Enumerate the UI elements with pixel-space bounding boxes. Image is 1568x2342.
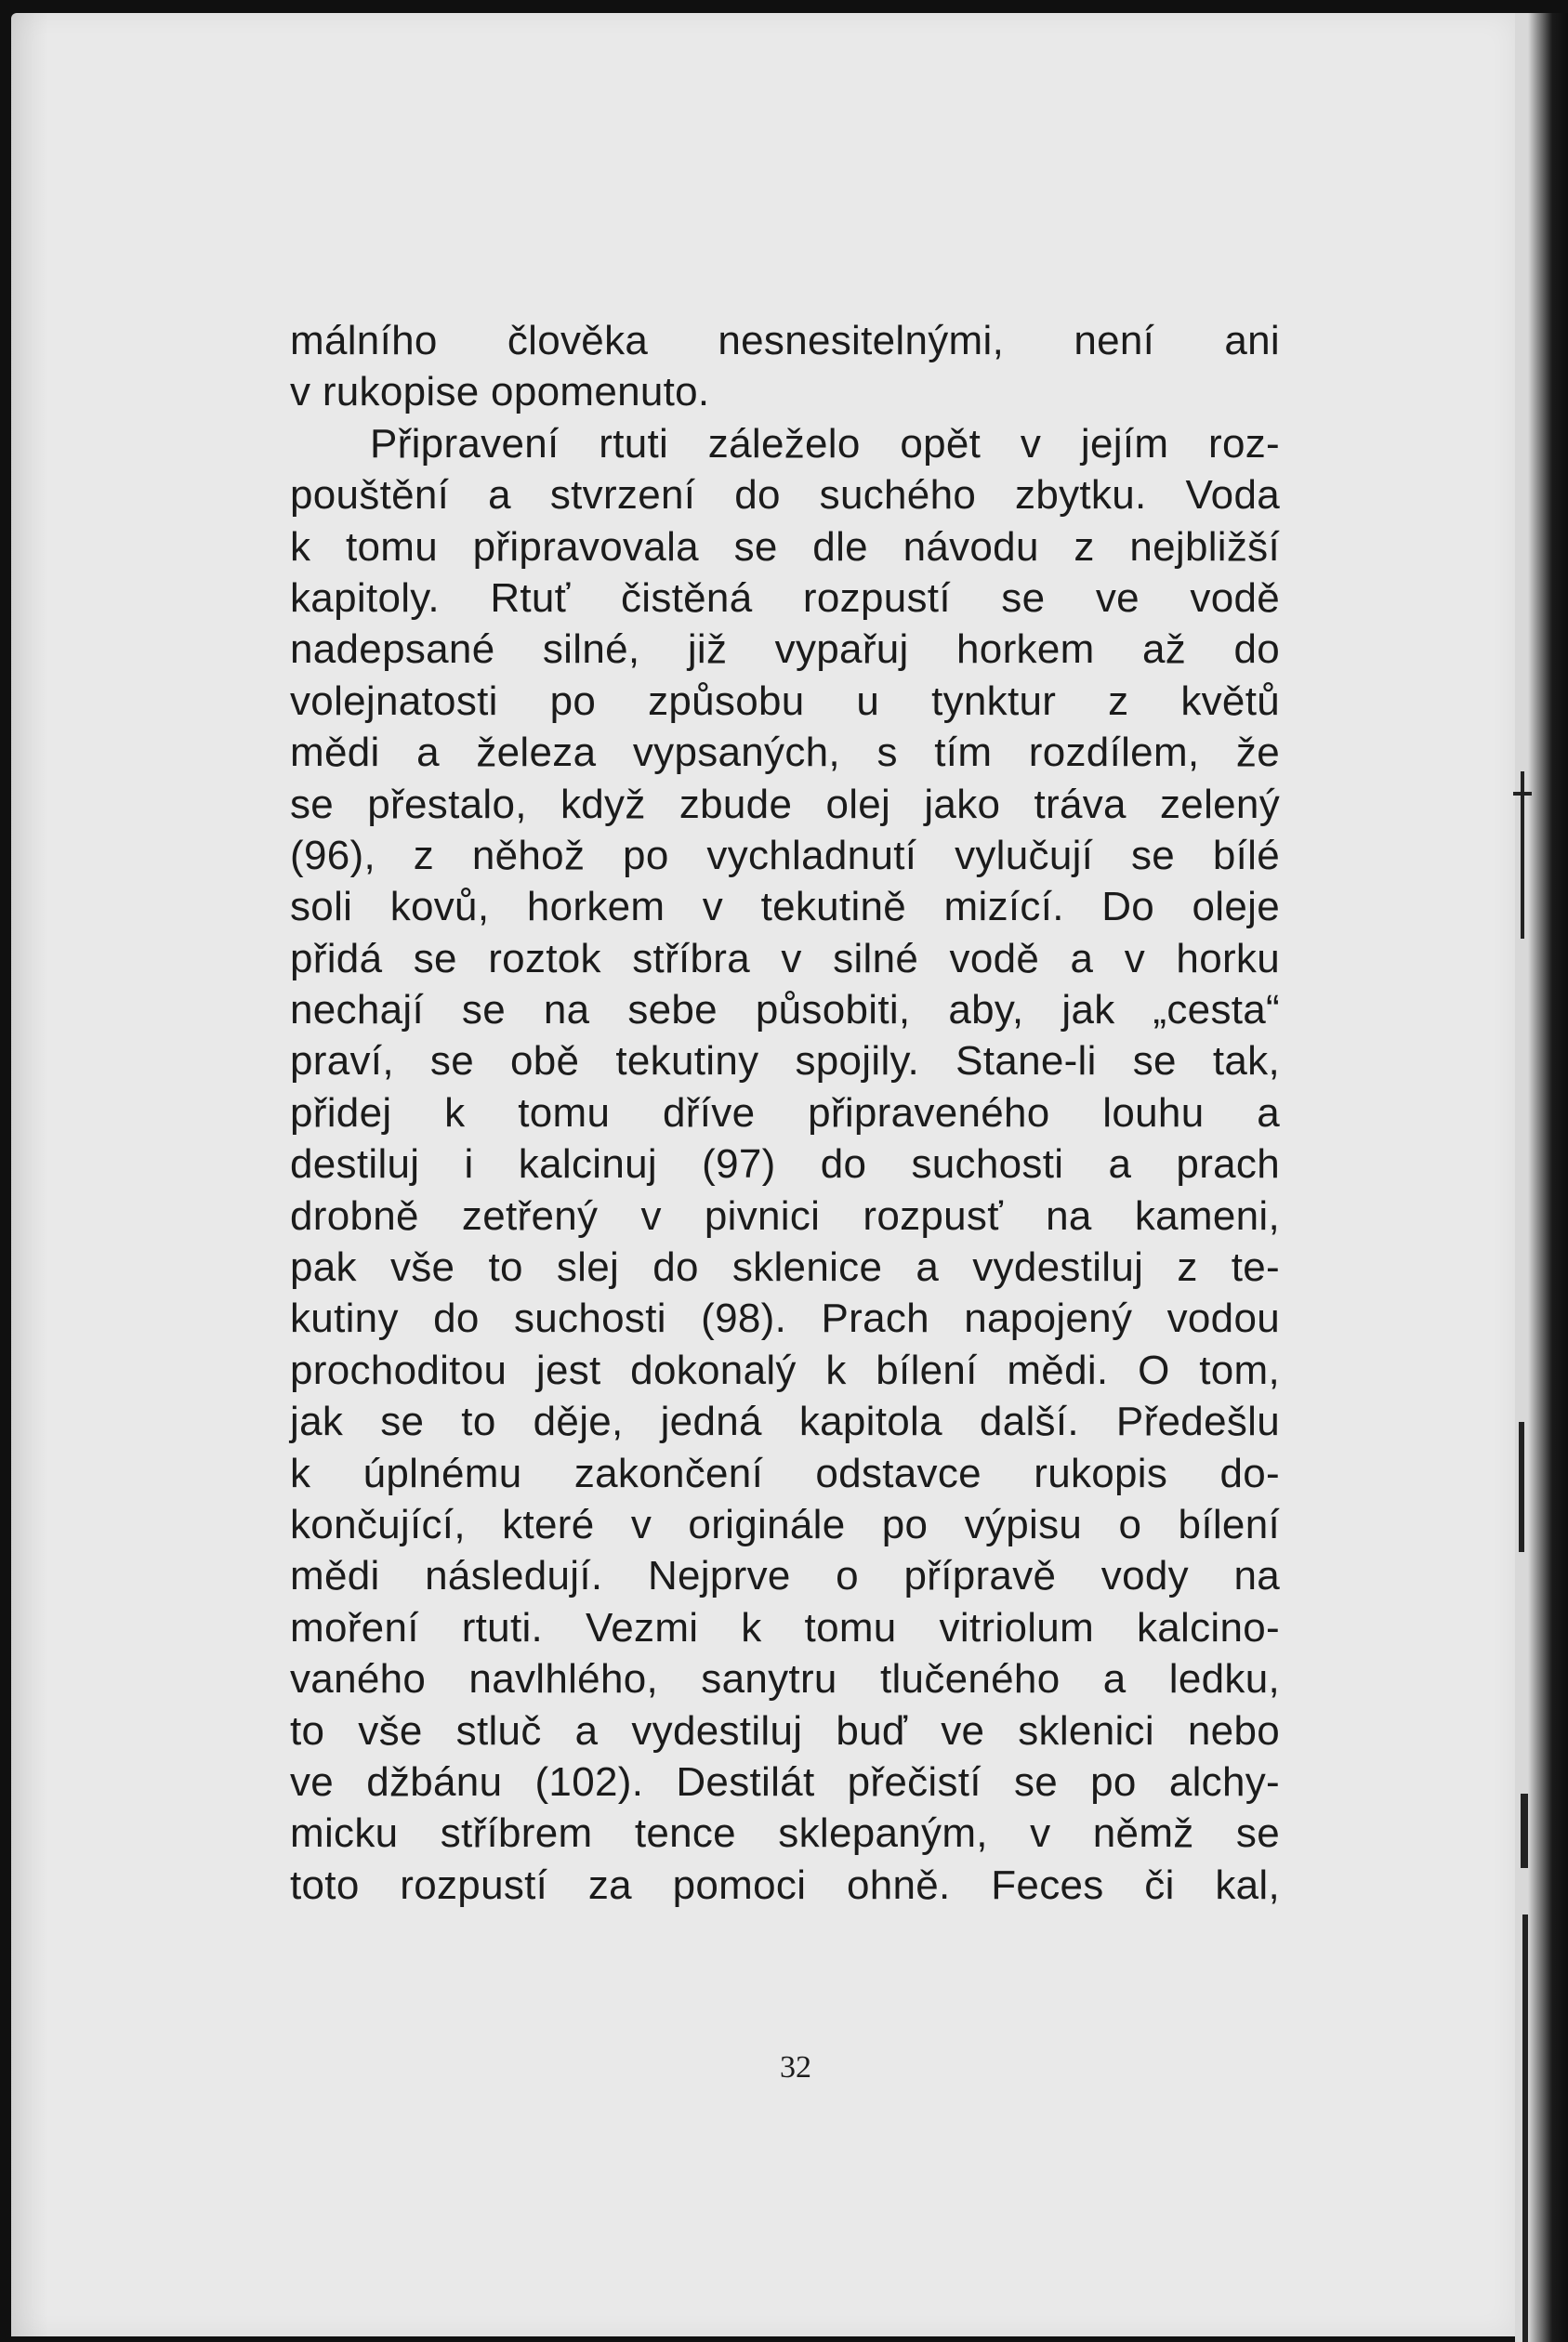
text-line: volejnatosti po způsobu u tynktur z květů: [290, 678, 1280, 724]
text-line: praví, se obě tekutiny spojily. Stane-li se tak,: [290, 1038, 1280, 1085]
text-line: se přestalo, když zbude olej jako tráva zelený: [290, 781, 1280, 827]
scan-artifact: [1513, 792, 1532, 796]
book-page: [11, 13, 1515, 2336]
text-line: nechají se na sebe působiti, aby, jak „cesta“: [290, 987, 1280, 1033]
text-line: k úplnému zakončení odstavce rukopis do-: [290, 1450, 1280, 1496]
text-line: toto rozpustí za pomoci ohně. Feces či kal,: [290, 1862, 1280, 1908]
text-line: (96), z něhož po vychladnutí vylučují se bílé: [290, 832, 1280, 878]
text-line: destiluj i kalcinuj (97) do suchosti a prach: [290, 1141, 1280, 1188]
scan-artifact: [1521, 771, 1524, 939]
text-line: Připravení rtuti záleželo opět v jejím roz-: [370, 420, 1280, 467]
text-line: to vše stluč a vydestiluj buď ve sklenici nebo: [290, 1707, 1280, 1754]
text-line: jak se to děje, jedná kapitola další. Předešlu: [290, 1399, 1280, 1445]
text-line: pouštění a stvrzení do suchého zbytku. Voda: [290, 472, 1280, 519]
text-line: kapitoly. Rtuť čistěná rozpustí se ve vodě: [290, 574, 1280, 621]
text-line: ve džbánu (102). Destilát přečistí se po alchy-: [290, 1758, 1280, 1805]
text-line: k tomu připravovala se dle návodu z nejbližší: [290, 523, 1280, 570]
text-line: prochoditou jest dokonalý k bílení mědi. O tom,: [290, 1347, 1280, 1393]
page-number: 32: [780, 2050, 811, 2085]
scan-artifact: [1519, 1422, 1524, 1552]
text-line: končující, které v originále po výpisu o bílení: [290, 1501, 1280, 1547]
body-text: [290, 315, 1280, 1911]
text-line: vaného navlhlého, sanytru tlučeného a ledku,: [290, 1656, 1280, 1703]
scan-artifact: [1522, 1914, 1528, 2342]
text-line: micku stříbrem tence sklepaným, v němž se: [290, 1810, 1280, 1857]
text-line: mědi a železa vypsaných, s tím rozdílem, že: [290, 730, 1280, 776]
text-line: mědi následují. Nejprve o přípravě vody na: [290, 1553, 1280, 1599]
scan-artifact: [1521, 1794, 1528, 1868]
text-line: soli kovů, horkem v tekutině mizící. Do oleje: [290, 884, 1280, 930]
text-line: přidej k tomu dříve připraveného louhu a: [290, 1089, 1280, 1136]
text-line: moření rtuti. Vezmi k tomu vitriolum kalcino-: [290, 1604, 1280, 1651]
text-line: drobně zetřený v pivnici rozpusť na kameni,: [290, 1192, 1280, 1239]
text-line: v rukopise opomenuto.: [290, 369, 710, 415]
text-line: pak vše to slej do sklenice a vydestiluj z te-: [290, 1244, 1280, 1291]
text-line: málního člověka nesnesitelnými, není ani: [290, 318, 1280, 363]
text-line: přidá se roztok stříbra v silné vodě a v horku: [290, 935, 1280, 981]
text-line: kutiny do suchosti (98). Prach napojený vodou: [290, 1296, 1280, 1342]
text-line: nadepsané silné, již vypařuj horkem až do: [290, 626, 1280, 673]
